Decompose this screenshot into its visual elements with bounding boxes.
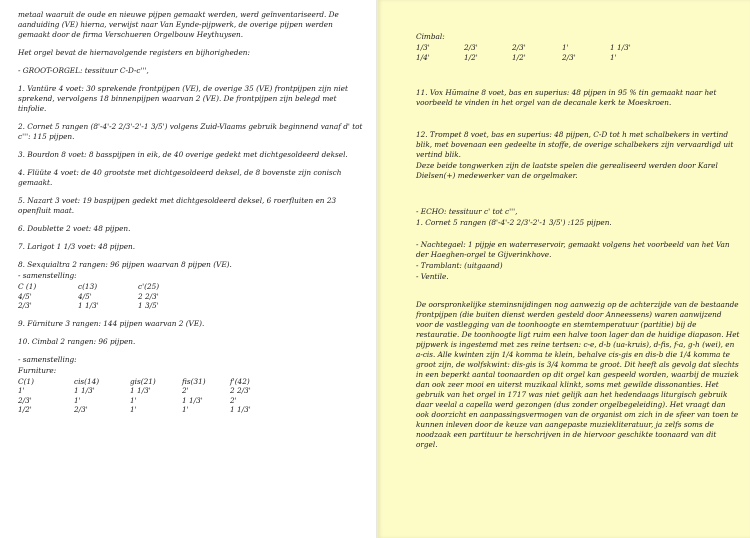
- table-cell: 1': [74, 395, 81, 405]
- table-row: [18, 386, 274, 396]
- register-12: 12. Trompet 8 voet, bas en superius: 48 pijpen, C-D tot h met schalbekers in vertind blik, met bovenaan een gedeelte in stoffe, de overige schalbekers zijn vervaardigd uit vertind blik.: [416, 130, 734, 159]
- registers-intro: Het orgel bevat de hiernavolgende registers en bijhorigheden:: [18, 48, 250, 57]
- table-cell: 1/4': [416, 52, 430, 62]
- table-cell: 2 2/3': [138, 291, 159, 301]
- table-cell: 1/2': [512, 52, 526, 62]
- sexquialtra-table: [18, 282, 198, 311]
- right-page: [378, 0, 750, 538]
- tramblant: - Tramblant: (uitgaand): [416, 261, 503, 270]
- table-cell: c(13): [78, 282, 98, 291]
- table-row: [18, 396, 274, 406]
- table-cell: 1': [130, 405, 137, 414]
- register-11: 11. Vox Hūmaine 8 voet, bas en superius: 48 pijpen in 95 % tin gemaakt naar het voorbeeld te vinden in het orgel van de decanale kerk te Moeskroen.: [416, 88, 717, 107]
- table-row: [18, 292, 198, 302]
- table-cell: 1': [562, 43, 569, 52]
- register-10: 10. Cimbal 2 rangen: 96 pijpen.: [18, 336, 136, 346]
- register-1: 1. Vantüre 4 voet: 30 sprekende frontpijpen (VE), de overige 35 (VE) frontpijpen zijn niet sprekend, vervolgens 18 binnenpijpen waarvan 2 (VE). De frontpijpen zijn belegd met tinfolie.: [18, 84, 348, 113]
- register-9: 9. Fürniture 3 rangen: 144 pijpen waarvan 2 (VE).: [18, 318, 205, 328]
- table-cell: 1 1/3': [230, 405, 251, 414]
- furniture-table: [18, 377, 274, 415]
- cimbal-label: Cimbal:: [416, 32, 445, 41]
- table-cell: gis(21): [130, 376, 156, 386]
- register-7: 7. Larigot 1 1/3 voet: 48 pijpen.: [18, 242, 136, 251]
- table-row: [18, 301, 198, 311]
- groot-orgel-heading: - GROOT-ORGEL: tessituur C-D-c''',: [18, 66, 149, 75]
- table-row: [18, 405, 274, 415]
- table-cell: 2/3': [74, 405, 88, 414]
- table-cell: 1 1/3': [182, 395, 203, 405]
- table-cell: 1 1/3': [130, 386, 151, 395]
- table-cell: 1 3/5': [138, 301, 159, 310]
- table-cell: 2': [182, 386, 189, 395]
- register-3: 3. Bourdon 8 voet: 8 basspijpen in eik, de 40 overige gedekt met dichtgesoldeerd deksel.: [18, 150, 348, 159]
- table-cell: 1/2': [464, 52, 478, 62]
- echo-heading: - ECHO: tessituur c' tot c''',: [416, 207, 518, 216]
- table-cell: 2/3': [18, 395, 32, 405]
- table-cell: 1': [18, 386, 25, 395]
- register-6: 6. Doublette 2 voet: 48 pijpen.: [18, 224, 131, 233]
- table-cell: 2/3': [464, 43, 478, 52]
- closing-paragraph: De oorspronkelijke steminsnijdingen nog aanwezig op de achterzijde van de bestaande frontpijpen (die buiten dienst werden gesteld door Anneessens) waren aanwijzend voor de vastlegging van de toonhoogte en stemtemperatuur (partitie) bij de restauratie. De toonhoogte ligt ruim een halve toon lager dan de huidige diapason. Het pijpwerk is ingestemd met zes reine tertsen: c-e, d-b (ua-kruis), d-fis, f-a, g-h (wei), en a-cis. Alle kwinten zijn 1/4 komma te klein, behalve cis-gis en dis-b die 1/4 komma te groot zijn, de wolfskwint: dis-gis is 3/4 komma te groot. Dit heeft als gevolg dat slechts in een beperkt aantal toonaarden op dit orgel kan gespeeld worden, waarbij de muziek dan ook zeer mooi en uiterst muzikaal klinkt, soms met gewilde dissonanties. Het gebruik van het orgel in 1717 was niet gelijk aan het hedendaags liturgisch gebruik daar veelal a capella werd gezongen (dus zonder orgelbegeleiding). Het vraagt dan ook doorzicht en aanpassingsvermogen van de organist om zich in de sfeer van toen te kunnen inleven door de keuze van aangepaste muziekliteratuur, ja zelfs soms de noodzaak een partituur te herschrijven in de hiervoor geschikte toonaard van dit orgel.: [416, 300, 740, 449]
- table-cell: 2/3': [562, 52, 576, 62]
- echo-register-1: 1. Cornet 5 rangen (8'-4'-2 2/3'-2'-1 3/5') :125 pijpen.: [416, 218, 612, 227]
- cimbal-table: [416, 43, 640, 62]
- table-cell: 1/3': [416, 43, 430, 52]
- table-cell: 1': [130, 395, 137, 405]
- table-cell: 2 2/3': [230, 386, 251, 395]
- table-row: [416, 43, 640, 53]
- table-cell: 1/2': [18, 405, 32, 414]
- register-2: 2. Cornet 5 rangen (8'-4'-2 2/3'-2'-1 3/5') volgens Zuid-Vlaams gebruik beginnend vanaf d' tot c''': 115 pijpen.: [18, 122, 363, 141]
- composition-label: - samenstelling:: [18, 354, 77, 364]
- table-cell: 2/3': [512, 43, 526, 52]
- table-cell: 2/3': [18, 301, 32, 310]
- table-cell: 1 1/3': [74, 386, 95, 395]
- register-5: 5. Nazart 3 voet: 19 baspijpen gedekt met dichtgesoldeerd deksel, 6 roerfluiten en 23 openfluit maat.: [18, 196, 337, 215]
- table-cell: fis(31): [182, 376, 206, 386]
- table-cell: cis(14): [74, 376, 100, 386]
- nachtegael: - Nachtegael: 1 pijpje en waterreservoir, gemaakt volgens het voorbeeld van het Van der Haeghen-orgel te Gijverinkhove.: [416, 240, 730, 259]
- table-cell: 1': [182, 405, 189, 414]
- register-8-composition-label: - samenstelling:: [18, 271, 77, 280]
- table-cell: 4/5': [78, 291, 92, 301]
- table-row: [18, 377, 274, 387]
- table-cell: C (1): [18, 282, 37, 291]
- table-cell: 4/5': [18, 291, 32, 301]
- table-cell: 1 1/3': [78, 301, 99, 310]
- ventile: - Ventile.: [416, 272, 449, 281]
- table-row: [18, 282, 198, 292]
- register-4: 4. Flüüte 4 voet: de 40 grootste met dichtgesoldeerd deksel, de 8 bovenste zijn conisch gemaakt.: [18, 168, 342, 187]
- table-cell: c'(25): [138, 282, 160, 291]
- table-cell: C(1): [18, 376, 34, 386]
- table-cell: 1 1/3': [610, 43, 631, 52]
- register-8: 8. Sexquialtra 2 rangen: 96 pijpen waarvan 8 pijpen (VE).: [18, 260, 232, 269]
- furniture-label: Furniture:: [18, 365, 57, 375]
- table-cell: 2': [230, 395, 237, 405]
- table-row: [416, 53, 640, 63]
- table-cell: f'(42): [230, 376, 250, 386]
- intro-paragraph: metaal waaruit de oude en nieuwe pijpen gemaakt werden, werd geïnventariseerd. De aanduiding (VE) hierna, verwijst naar Van Eynde-pijpwerk, de overige pijpen werden gemaakt door de firma Verschueren Orgelbouw Heythuysen.: [18, 10, 339, 39]
- table-cell: 1': [610, 52, 617, 62]
- register-12-note: Deze beide tongwerken zijn de laatste spelen die gerealiseerd werden door Karel Dielsen(+) medewerker van de orgelmaker.: [416, 161, 718, 180]
